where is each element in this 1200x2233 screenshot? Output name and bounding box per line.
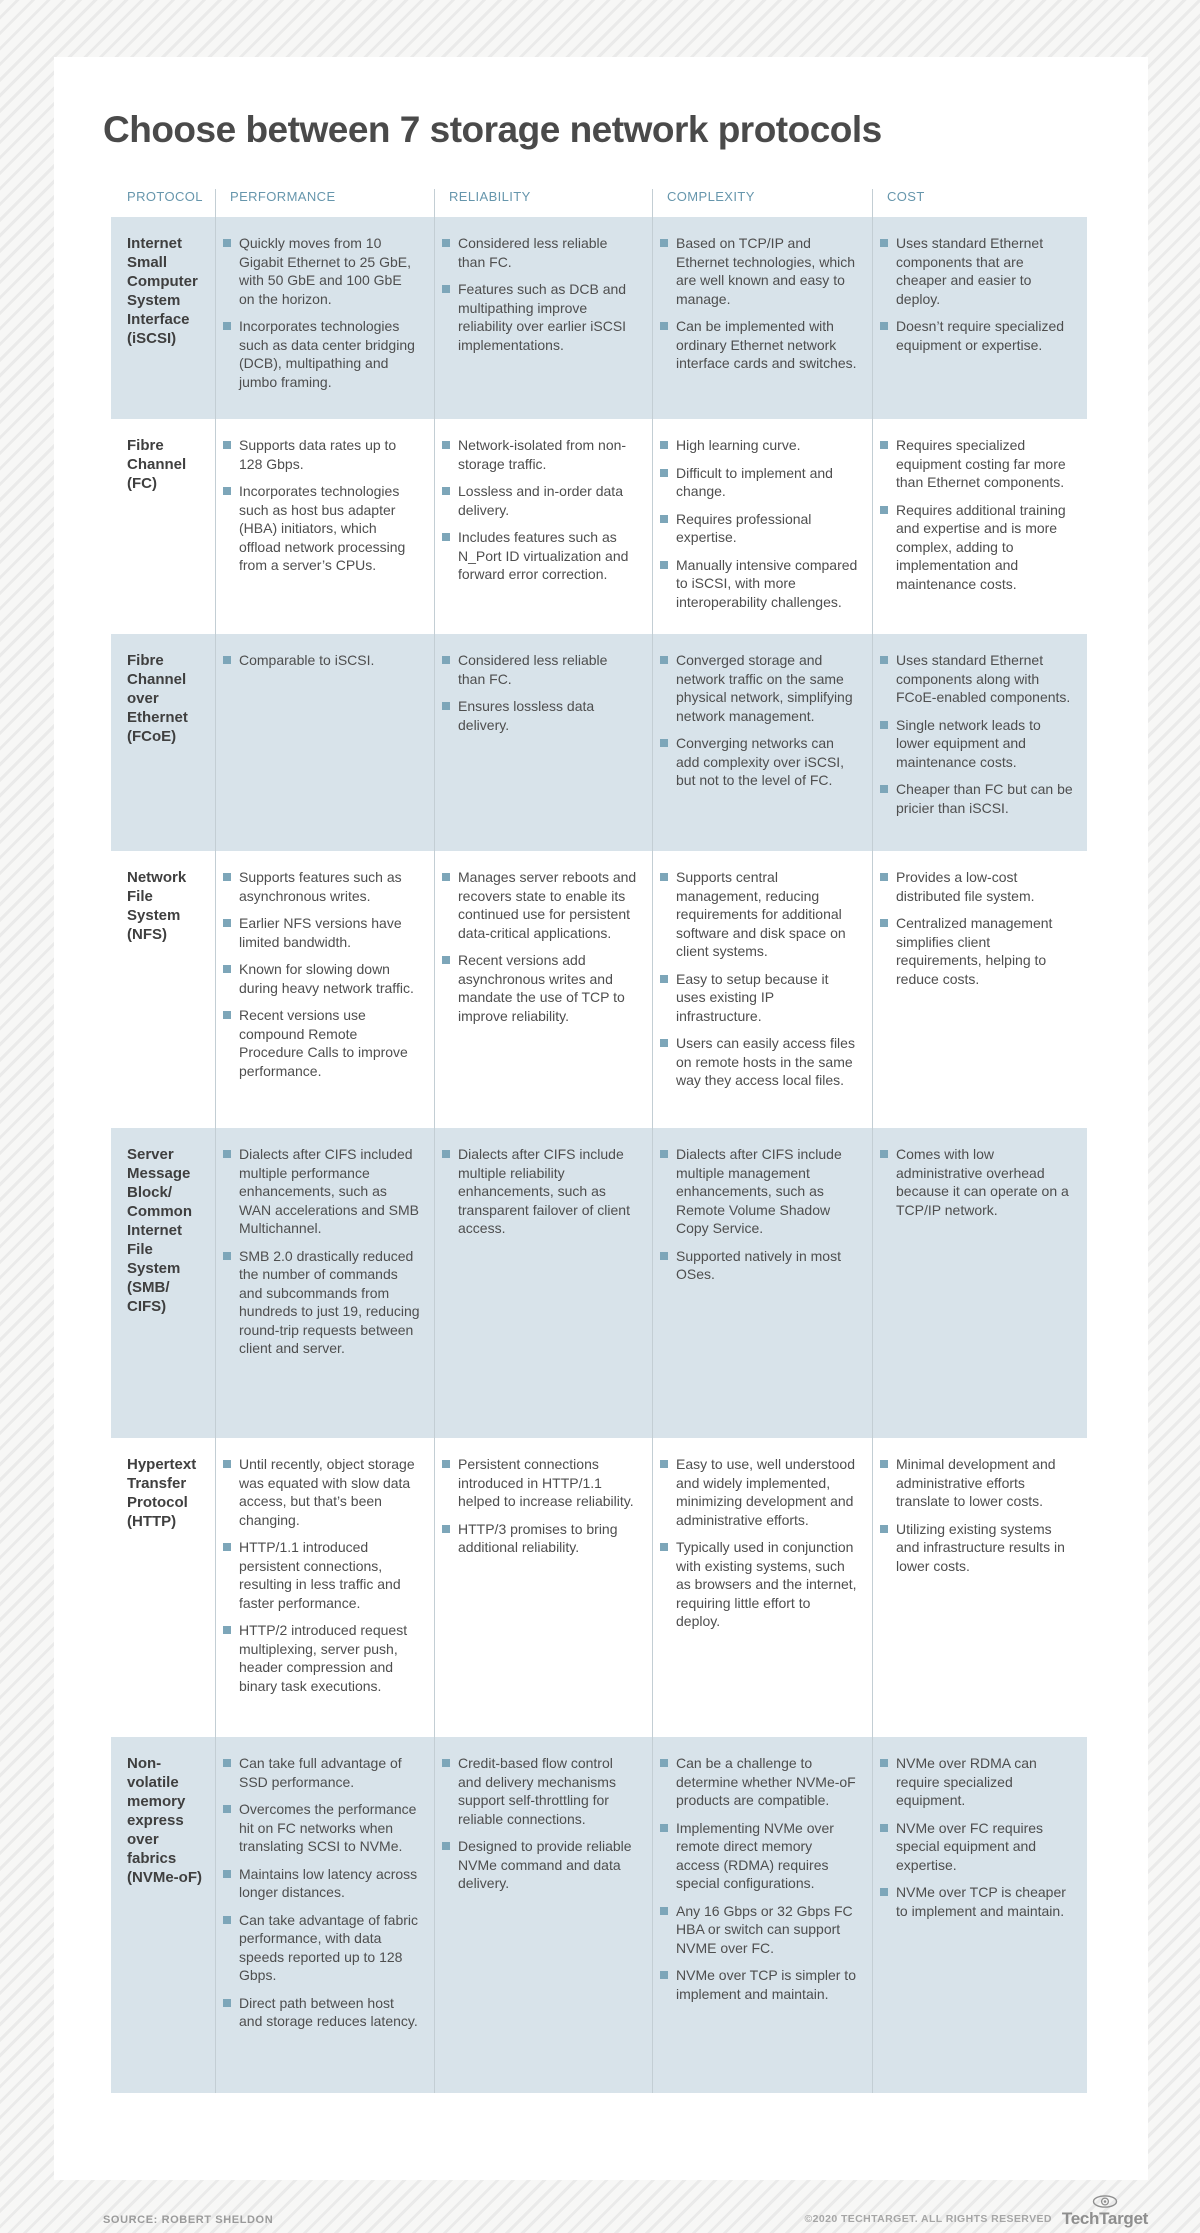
bullet-item <box>660 734 858 790</box>
bullet-text: Comparable to iSCSI. <box>239 652 375 668</box>
bullet-text: Difficult to implement and change. <box>676 464 833 499</box>
bullet-item <box>880 651 1073 707</box>
bullet-square-icon <box>442 441 450 449</box>
bullet-text: Persistent connections introduced in HTTP/1.1 helped to increase reliability. <box>458 1456 634 1509</box>
bullet-item <box>880 1455 1073 1511</box>
bullet-text: Designed to provide reliable NVMe command and data delivery. <box>458 1838 632 1891</box>
bullet-square-icon <box>223 656 231 664</box>
bullet-item <box>223 1247 420 1358</box>
bullet-square-icon <box>880 1150 888 1158</box>
bullet-text: Direct path between host and storage reduces latency. <box>239 1994 418 2029</box>
column-header-complexity: COMPLEXITY <box>667 189 755 204</box>
reliability-cell <box>434 851 652 1128</box>
bullet-item <box>660 1819 858 1893</box>
bullet-square-icon <box>223 1150 231 1158</box>
bullet-item <box>880 868 1073 905</box>
bullet-item <box>442 697 638 734</box>
performance-cell <box>215 419 434 634</box>
reliability-cell <box>434 217 652 419</box>
protocol-name: Non-volatile memory express over fabrics (NVMe-oF) <box>111 1737 215 2093</box>
bullet-square-icon <box>660 873 668 881</box>
bullet-item <box>660 1145 858 1238</box>
bullet-square-icon <box>223 1011 231 1019</box>
bullet-text: Typically used in conjunction with existing systems, such as browsers and the internet, requiring little effort to deploy. <box>676 1539 857 1629</box>
bullet-item <box>223 1455 420 1529</box>
bullet-text: Users can easily access files on remote hosts in the same way they access local files. <box>676 1035 855 1088</box>
performance-cell <box>215 634 434 851</box>
bullet-text: Lossless and in-order data delivery. <box>458 483 623 518</box>
bullet-item <box>880 317 1073 354</box>
bullet-item <box>442 651 638 688</box>
bullet-text: Requires additional training and expertise and is more complex, adding to implementation and maintenance costs. <box>896 501 1066 592</box>
bullet-item <box>660 1034 858 1090</box>
table-body <box>111 217 1087 2093</box>
bullet-item <box>442 1754 638 1828</box>
bullet-text: Centralized management simplifies client requirements, helping to reduce costs. <box>896 915 1053 987</box>
protocol-name: Server Message Block/​Common Internet File System (SMB/​CIFS) <box>111 1128 215 1438</box>
performance-cell <box>215 1128 434 1438</box>
brand-name: TechTarget <box>1061 2209 1148 2228</box>
bullet-square-icon <box>660 1150 668 1158</box>
cost-cell <box>872 1128 1087 1438</box>
bullet-text: Supports central management, reducing requirements for additional software and disk space on client systems. <box>676 869 846 959</box>
bullet-square-icon <box>223 919 231 927</box>
bullet-item <box>223 1800 420 1856</box>
bullet-item <box>442 1520 638 1557</box>
bullet-square-icon <box>442 656 450 664</box>
bullet-square-icon <box>880 1759 888 1767</box>
bullet-square-icon <box>660 656 668 664</box>
reliability-cell <box>434 1128 652 1438</box>
complexity-cell <box>652 1438 872 1737</box>
bullet-item <box>223 1145 420 1238</box>
performance-cell <box>215 1737 434 2093</box>
bullet-item <box>660 234 858 308</box>
bullet-item <box>660 1455 858 1529</box>
reliability-cell <box>434 1438 652 1737</box>
bullet-text: Single network leads to lower equipment and maintenance costs. <box>896 716 1041 770</box>
protocol-name: Fibre Channel (FC) <box>127 437 187 492</box>
bullet-square-icon <box>660 469 668 477</box>
table-row <box>111 634 1087 851</box>
reliability-cell <box>434 419 652 634</box>
bullet-square-icon <box>660 975 668 983</box>
bullet-text: NVMe over TCP is simpler to implement and maintain. <box>676 1967 856 2002</box>
bullet-item <box>223 1006 420 1080</box>
bullet-text: Overcomes the performance hit on FC networks when translating SCSI to NVMe. <box>239 1801 417 1854</box>
bullet-square-icon <box>442 873 450 881</box>
eye-icon <box>1092 2195 1118 2208</box>
bullet-text: Can be a challenge to determine whether NVMe-oF products are compatible. <box>676 1755 856 1808</box>
bullet-text: Requires professional expertise. <box>676 510 812 545</box>
bullet-item <box>442 1455 638 1511</box>
bullet-item <box>880 716 1073 772</box>
bullet-square-icon <box>660 739 668 747</box>
bullet-text: Requires specialized equipment costing far more than Ethernet components. <box>896 437 1066 490</box>
bullet-item <box>660 556 858 612</box>
protocol-table <box>111 187 1087 2093</box>
bullet-item <box>660 436 858 455</box>
bullet-square-icon <box>880 721 888 729</box>
bullet-item <box>660 510 858 547</box>
bullet-text: Features such as DCB and multipathing improve reliability over earlier iSCSI implementations. <box>458 281 627 353</box>
complexity-cell <box>652 217 872 419</box>
bullet-square-icon <box>880 239 888 247</box>
bullet-square-icon <box>442 702 450 710</box>
techtarget-logo <box>1062 2195 1148 2229</box>
bullet-square-icon <box>880 441 888 449</box>
bullet-square-icon <box>223 965 231 973</box>
bullet-item <box>223 482 420 575</box>
bullet-item <box>880 436 1073 492</box>
bullet-item <box>660 1538 858 1631</box>
bullet-text: Incorporates technologies such as host bus adapter (HBA) initiators, which offload network processing from a server’s CPUs. <box>239 483 406 573</box>
bullet-square-icon <box>442 956 450 964</box>
bullet-square-icon <box>223 873 231 881</box>
bullet-square-icon <box>442 239 450 247</box>
bullet-square-icon <box>442 1460 450 1468</box>
bullet-text: Doesn’t require specialized equipment or expertise. <box>896 318 1065 353</box>
complexity-cell <box>652 634 872 851</box>
bullet-item <box>223 1865 420 1902</box>
bullet-item <box>223 1621 420 1695</box>
bullet-item <box>223 651 420 670</box>
bullet-item <box>660 1902 858 1958</box>
bullet-square-icon <box>223 1870 231 1878</box>
cost-cell <box>872 851 1087 1128</box>
bullet-item <box>880 501 1073 594</box>
column-divider <box>652 189 653 2093</box>
complexity-cell <box>652 1128 872 1438</box>
bullet-text: Ensures lossless data delivery. <box>458 698 595 733</box>
bullet-square-icon <box>660 441 668 449</box>
bullet-square-icon <box>660 1824 668 1832</box>
bullet-item <box>223 1538 420 1612</box>
bullet-text: Comes with low administrative overhead because it can operate on a TCP/IP network. <box>896 1146 1069 1218</box>
bullet-square-icon <box>660 1759 668 1767</box>
bullet-square-icon <box>880 785 888 793</box>
bullet-item <box>880 1520 1073 1576</box>
bullet-text: Known for slowing down during heavy network traffic. <box>239 961 414 996</box>
copyright-text: ©2020 TECHTARGET. ALL RIGHTS RESERVED <box>804 2213 1052 2225</box>
bullet-square-icon <box>223 1916 231 1924</box>
bullet-square-icon <box>223 1759 231 1767</box>
bullet-item <box>442 868 638 942</box>
table-row <box>111 1438 1087 1737</box>
column-divider <box>215 189 216 2093</box>
bullet-item <box>223 960 420 997</box>
bullet-square-icon <box>223 1626 231 1634</box>
bullet-square-icon <box>223 1252 231 1260</box>
table-row <box>111 217 1087 419</box>
bullet-item <box>660 1754 858 1810</box>
bullet-square-icon <box>660 561 668 569</box>
bullet-square-icon <box>880 1525 888 1533</box>
bullet-item <box>442 1145 638 1238</box>
bullet-square-icon <box>223 441 231 449</box>
bullet-item <box>442 280 638 354</box>
complexity-cell <box>652 851 872 1128</box>
performance-cell <box>215 1438 434 1737</box>
bullet-text: Converging networks can add complexity over iSCSI, but not to the level of FC. <box>676 735 845 788</box>
footer <box>103 2193 1148 2229</box>
bullet-item <box>660 1966 858 2003</box>
bullet-square-icon <box>660 1460 668 1468</box>
bullet-square-icon <box>223 1805 231 1813</box>
bullet-square-icon <box>442 533 450 541</box>
column-header-cost: COST <box>887 189 925 204</box>
bullet-text: Includes features such as N_Port ID virtualization and forward error correction. <box>458 529 629 582</box>
bullet-text: Based on TCP/IP and Ethernet technologies, which are well known and easy to manage. <box>676 235 855 307</box>
bullet-text: Credit-based flow control and delivery mechanisms support self-throttling for reliable connections. <box>458 1755 616 1827</box>
bullet-item <box>223 914 420 951</box>
bullet-square-icon <box>880 656 888 664</box>
page-title: Choose between 7 storage network protocols <box>103 109 882 150</box>
bullet-text: Can take advantage of fabric performance, with data speeds reported up to 128 Gbps. <box>239 1911 419 1983</box>
bullet-item <box>660 970 858 1026</box>
bullet-square-icon <box>442 285 450 293</box>
bullet-text: HTTP/2 introduced request multiplexing, server push, header compression and binary task executions. <box>239 1622 408 1694</box>
bullet-item <box>442 436 638 473</box>
bullet-square-icon <box>660 239 668 247</box>
reliability-cell <box>434 634 652 851</box>
bullet-text: Uses standard Ethernet components along with FCoE-enabled components. <box>896 652 1071 705</box>
bullet-square-icon <box>660 1971 668 1979</box>
bullet-square-icon <box>442 1525 450 1533</box>
bullet-item <box>442 951 638 1025</box>
bullet-text: Cheaper than FC but can be pricier than iSCSI. <box>896 781 1073 816</box>
bullet-item <box>223 868 420 905</box>
bullet-square-icon <box>880 506 888 514</box>
bullet-text: Minimal development and administrative efforts translate to lower costs. <box>896 1456 1056 1509</box>
bullet-text: Until recently, object storage was equated with slow data access, but that’s been changing. <box>239 1456 415 1528</box>
bullet-item <box>880 234 1073 308</box>
bullet-text: HTTP/3 promises to bring additional reliability. <box>458 1520 618 1555</box>
column-header-protocol: PROTOCOL <box>127 189 203 204</box>
bullet-text: HTTP/1.1 introduced persistent connections, resulting in less traffic and faster performance. <box>239 1539 401 1611</box>
bullet-square-icon <box>660 1907 668 1915</box>
bullet-item <box>223 436 420 473</box>
cost-cell <box>872 1737 1087 2093</box>
bullet-square-icon <box>880 873 888 881</box>
bullet-text: Implementing NVMe over remote direct memory access (RDMA) requires special configurations. <box>676 1819 834 1891</box>
cost-cell <box>872 419 1087 634</box>
bullet-square-icon <box>223 322 231 330</box>
bullet-text: Considered less reliable than FC. <box>458 652 608 687</box>
bullet-square-icon <box>442 487 450 495</box>
bullet-item <box>442 234 638 271</box>
bullet-item <box>880 1145 1073 1219</box>
bullet-text: NVMe over RDMA can require specialized equipment. <box>896 1755 1037 1808</box>
bullet-item <box>660 1247 858 1284</box>
bullet-square-icon <box>660 1543 668 1551</box>
bullet-square-icon <box>660 515 668 523</box>
bullet-item <box>880 1883 1073 1920</box>
bullet-text: Supports data rates up to 128 Gbps. <box>239 437 397 472</box>
bullet-text: SMB 2.0 drastically reduced the number of commands and subcommands from hundreds to just 19, reducing round-trip requests between client and server. <box>239 1247 420 1356</box>
bullet-item <box>880 780 1073 817</box>
cost-cell <box>872 1438 1087 1737</box>
bullet-text: Easy to use, well understood and widely implemented, minimizing development and administrative efforts. <box>676 1456 855 1528</box>
bullet-item <box>223 1754 420 1791</box>
bullet-square-icon <box>442 1150 450 1158</box>
bullet-item <box>660 464 858 501</box>
table-row <box>111 419 1087 634</box>
bullet-item <box>660 868 858 961</box>
bullet-text: Earlier NFS versions have limited bandwidth. <box>239 915 402 950</box>
bullet-text: Dialects after CIFS include multiple reliability enhancements, such as transparent failover of client access. <box>458 1146 630 1236</box>
bullet-text: Manually intensive compared to iSCSI, with more interoperability challenges. <box>676 556 858 610</box>
protocol-name: Fibre Channel over Ethernet (FCoE) <box>111 634 215 851</box>
performance-cell <box>215 217 434 419</box>
table-row <box>111 1737 1087 2093</box>
bullet-text: Incorporates technologies such as data center bridging (DCB), multipathing and jumbo framing. <box>239 318 415 390</box>
footer-right <box>805 2195 1148 2229</box>
column-divider <box>434 189 435 2093</box>
table-header-row <box>111 187 1087 217</box>
reliability-cell <box>434 1737 652 2093</box>
bullet-text: Considered less reliable than FC. <box>458 235 608 270</box>
bullet-text: Dialects after CIFS included multiple performance enhancements, such as WAN accelerations and SMB Multichannel. <box>239 1146 419 1236</box>
bullet-text: Dialects after CIFS include multiple management enhancements, such as Remote Volume Shadow Copy Service. <box>676 1146 842 1236</box>
bullet-text: Maintains low latency across longer distances. <box>239 1865 418 1900</box>
complexity-cell <box>652 419 872 634</box>
bullet-square-icon <box>223 1543 231 1551</box>
bullet-square-icon <box>880 1824 888 1832</box>
bullet-square-icon <box>223 239 231 247</box>
bullet-square-icon <box>223 487 231 495</box>
bullet-text: Uses standard Ethernet components that are cheaper and easier to deploy. <box>896 235 1044 307</box>
bullet-square-icon <box>223 1460 231 1468</box>
bullet-text: Manages server reboots and recovers state to enable its continued use for persistent data-critical applications. <box>458 869 637 941</box>
performance-cell <box>215 851 434 1128</box>
cost-cell <box>872 217 1087 419</box>
bullet-square-icon <box>880 322 888 330</box>
bullet-square-icon <box>660 1252 668 1260</box>
bullet-text: Supports features such as asynchronous writes. <box>239 869 402 904</box>
protocol-name: Network File System (NFS) <box>127 869 187 943</box>
column-header-reliability: RELIABILITY <box>449 189 531 204</box>
bullet-text: Easy to setup because it uses existing IP infrastructure. <box>676 970 829 1024</box>
complexity-cell <box>652 1737 872 2093</box>
bullet-text: Quickly moves from 10 Gigabit Ethernet to 25 GbE, with 50 GbE and 100 GbE on the horizon. <box>239 235 411 307</box>
bullet-text: NVMe over FC requires special equipment and expertise. <box>896 1819 1044 1873</box>
bullet-square-icon <box>880 1460 888 1468</box>
bullet-item <box>442 528 638 584</box>
bullet-item <box>223 317 420 391</box>
bullet-text: Network-isolated from non-storage traffic. <box>458 437 627 472</box>
protocol-name: Hypertext Transfer Protocol (HTTP) <box>127 1456 197 1530</box>
bullet-text: High learning curve. <box>676 437 801 453</box>
bullet-item <box>660 651 858 725</box>
bullet-text: Utilizing existing systems and infrastructure results in lower costs. <box>896 1520 1065 1574</box>
bullet-text: Provides a low-cost distributed file system. <box>896 869 1035 904</box>
column-divider <box>872 189 873 2093</box>
bullet-square-icon <box>880 919 888 927</box>
bullet-square-icon <box>223 1999 231 2007</box>
table-row <box>111 851 1087 1128</box>
column-header-performance: PERFORMANCE <box>230 189 336 204</box>
bullet-square-icon <box>442 1759 450 1767</box>
table-row <box>111 1128 1087 1438</box>
protocol-name: Internet Small Computer System Interface (iSCSI) <box>111 217 215 419</box>
bullet-square-icon <box>880 1888 888 1896</box>
bullet-item <box>223 1994 420 2031</box>
bullet-item <box>223 234 420 308</box>
bullet-text: Can take full advantage of SSD performance. <box>239 1755 402 1790</box>
source-credit: SOURCE: ROBERT SHELDON <box>103 2214 274 2226</box>
bullet-item <box>880 1819 1073 1875</box>
bullet-text: Recent versions use compound Remote Procedure Calls to improve performance. <box>239 1007 408 1079</box>
bullet-item <box>442 482 638 519</box>
bullet-item <box>442 1837 638 1893</box>
bullet-square-icon <box>660 322 668 330</box>
bullet-item <box>880 1754 1073 1810</box>
bullet-item <box>223 1911 420 1985</box>
bullet-square-icon <box>660 1039 668 1047</box>
infographic-card <box>54 57 1148 2180</box>
bullet-text: NVMe over TCP is cheaper to implement and maintain. <box>896 1884 1066 1919</box>
bullet-item <box>660 317 858 373</box>
bullet-text: Any 16 Gbps or 32 Gbps FC HBA or switch can support NVME over FC. <box>676 1902 853 1956</box>
bullet-square-icon <box>442 1842 450 1850</box>
bullet-text: Supported natively in most OSes. <box>676 1247 841 1282</box>
bullet-text: Recent versions add asynchronous writes and mandate the use of TCP to improve reliability. <box>458 952 625 1024</box>
bullet-text: Can be implemented with ordinary Ethernet network interface cards and switches. <box>676 318 857 371</box>
cost-cell <box>872 634 1087 851</box>
bullet-text: Converged storage and network traffic on the same physical network, simplifying network management. <box>676 652 853 724</box>
bullet-item <box>880 914 1073 988</box>
